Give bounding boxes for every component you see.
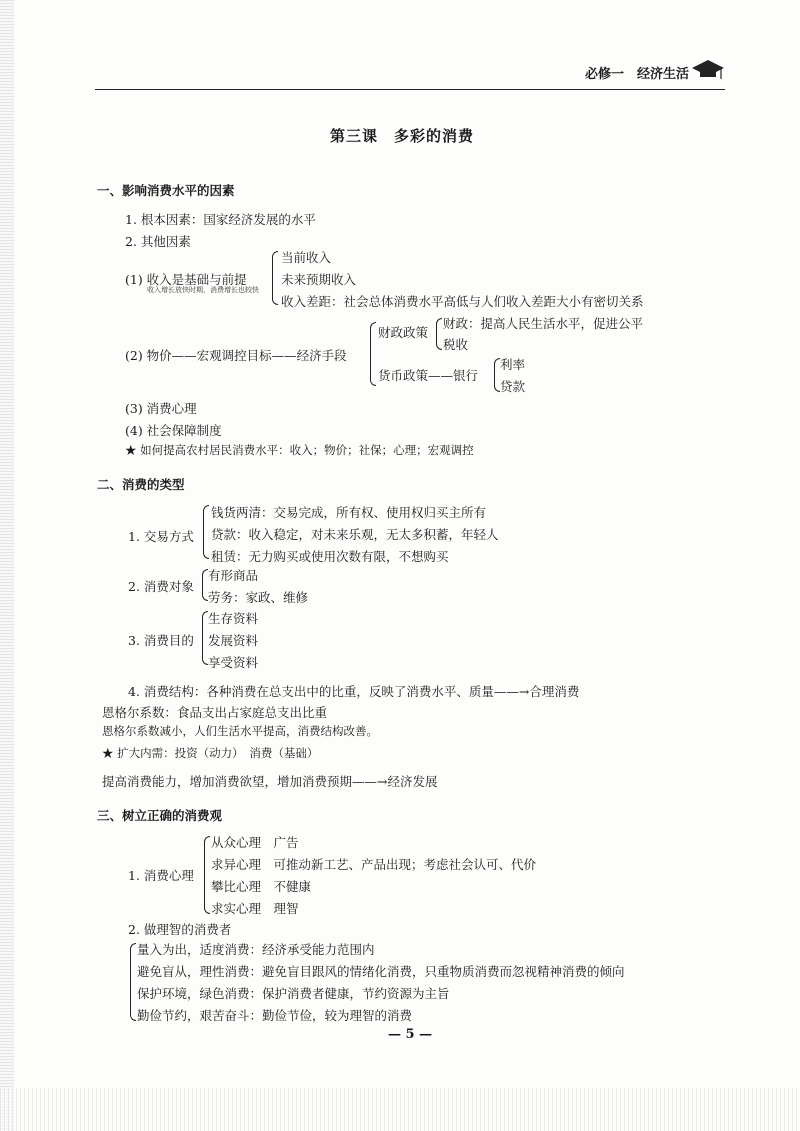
- income-branch-1: 当前收入: [281, 250, 332, 265]
- monetary-policy: 货币政策——银行: [378, 368, 479, 383]
- rational-brace: [130, 943, 136, 1021]
- section-3-title: 三、树立正确的消费观: [97, 808, 223, 823]
- scan-noise: [0, 1088, 800, 1131]
- psychology-branch-4: 求实心理 理智: [211, 901, 299, 916]
- income-brace: [272, 251, 278, 305]
- trade-branch-1: 钱货两清：交易完成，所有权、使用权归买主所有: [211, 505, 487, 520]
- income-note: 收入增长放快时期，消费增长也较快: [147, 286, 259, 294]
- section-2-title: 二、消费的类型: [97, 477, 185, 492]
- s1-item-2: 2. 其他因素: [125, 234, 191, 249]
- fiscal-brace: [436, 318, 442, 350]
- rational-branch-4: 勤俭节约，艰苦奋斗：勤俭节俭，较为理智的消费: [137, 1008, 413, 1023]
- rational-consumer-label: 2. 做理智的消费者: [128, 922, 232, 937]
- econ-means-brace: [370, 322, 376, 386]
- s1-item-1: 1. 根本因素：国家经济发展的水平: [125, 212, 316, 227]
- header-rule: [95, 89, 725, 90]
- psychology-branch-1: 从众心理 广告: [211, 835, 299, 850]
- fiscal-branch-1: 财政：提高人民生活水平，促进公平: [443, 316, 644, 331]
- page-number: — 5 —: [388, 1027, 433, 1042]
- purpose-branch-1: 生存资料: [208, 611, 259, 626]
- monetary-branch-1: 利率: [500, 357, 526, 372]
- income-branch-2: 未来预期收入: [281, 272, 357, 287]
- scan-edge: [0, 0, 14, 1131]
- purpose-branch-2: 发展资料: [208, 633, 259, 648]
- object-label: 2. 消费对象: [128, 579, 194, 594]
- section-1-title: 一、影响消费水平的因素: [97, 183, 235, 198]
- s1-item-4: (4) 社会保障制度: [125, 423, 222, 438]
- purpose-branch-3: 享受资料: [208, 655, 259, 670]
- psychology-branch-3: 攀比心理 不健康: [211, 879, 312, 894]
- book-header-title: 必修一 经济生活: [585, 67, 690, 82]
- fiscal-branch-2: 税收: [443, 337, 469, 352]
- income-label: (1) 收入是基础与前提: [125, 272, 247, 287]
- object-branch-2: 劳务：家政、维修: [208, 590, 309, 605]
- price-chain: (2) 物价——宏观调控目标——经济手段: [125, 348, 347, 363]
- fiscal-policy: 财政政策: [378, 325, 429, 340]
- lesson-title: 第三课 多彩的消费: [330, 127, 475, 145]
- engel-definition: 恩格尔系数：食品支出占家庭总支出比重: [102, 705, 328, 720]
- engel-note: 恩格尔系数减小，人们生活水平提高，消费结构改善。: [102, 724, 378, 738]
- monetary-branch-2: 贷款: [500, 379, 526, 394]
- trade-mode-label: 1. 交易方式: [128, 529, 194, 544]
- s2-star-note: ★ 扩大内需：投资（动力） 消费（基础）: [102, 746, 319, 760]
- rational-branch-1: 量入为出，适度消费：经济承受能力范围内: [137, 942, 375, 957]
- trade-branch-2: 贷款：收入稳定，对未来乐观，无太多积蓄，年轻人: [211, 527, 499, 542]
- rational-branch-3: 保护环境，绿色消费：保护消费者健康，节约资源为主旨: [137, 986, 450, 1001]
- purpose-label: 3. 消费目的: [128, 633, 194, 648]
- psychology-label: 1. 消费心理: [128, 868, 194, 883]
- rational-branch-2: 避免盲从，理性消费：避免盲目跟风的情绪化消费，只重物质消费而忽视精神消费的倾向: [137, 964, 625, 979]
- development-chain: 提高消费能力，增加消费欲望，增加消费预期——→经济发展: [102, 774, 438, 789]
- income-branch-3: 收入差距：社会总体消费水平高低与人们收入差距大小有密切关系: [281, 294, 644, 309]
- psychology-branch-2: 求异心理 可推动新工艺、产品出现；考虑社会认可、代价: [211, 857, 537, 872]
- s1-star-note: ★ 如何提高农村居民消费水平：收入；物价；社保；心理；宏观调控: [125, 443, 474, 457]
- graduation-cap-icon: [690, 56, 726, 82]
- psychology-brace: [204, 836, 210, 914]
- trade-branch-3: 租赁：无力购买或使用次数有限，不想购买: [211, 549, 449, 564]
- s1-item-3: (3) 消费心理: [125, 401, 197, 416]
- structure-line: 4. 消费结构：各种消费在总支出中的比重，反映了消费水平、质量——→合理消费: [128, 684, 580, 699]
- object-branch-1: 有形商品: [208, 568, 259, 583]
- trade-mode-brace: [203, 505, 209, 559]
